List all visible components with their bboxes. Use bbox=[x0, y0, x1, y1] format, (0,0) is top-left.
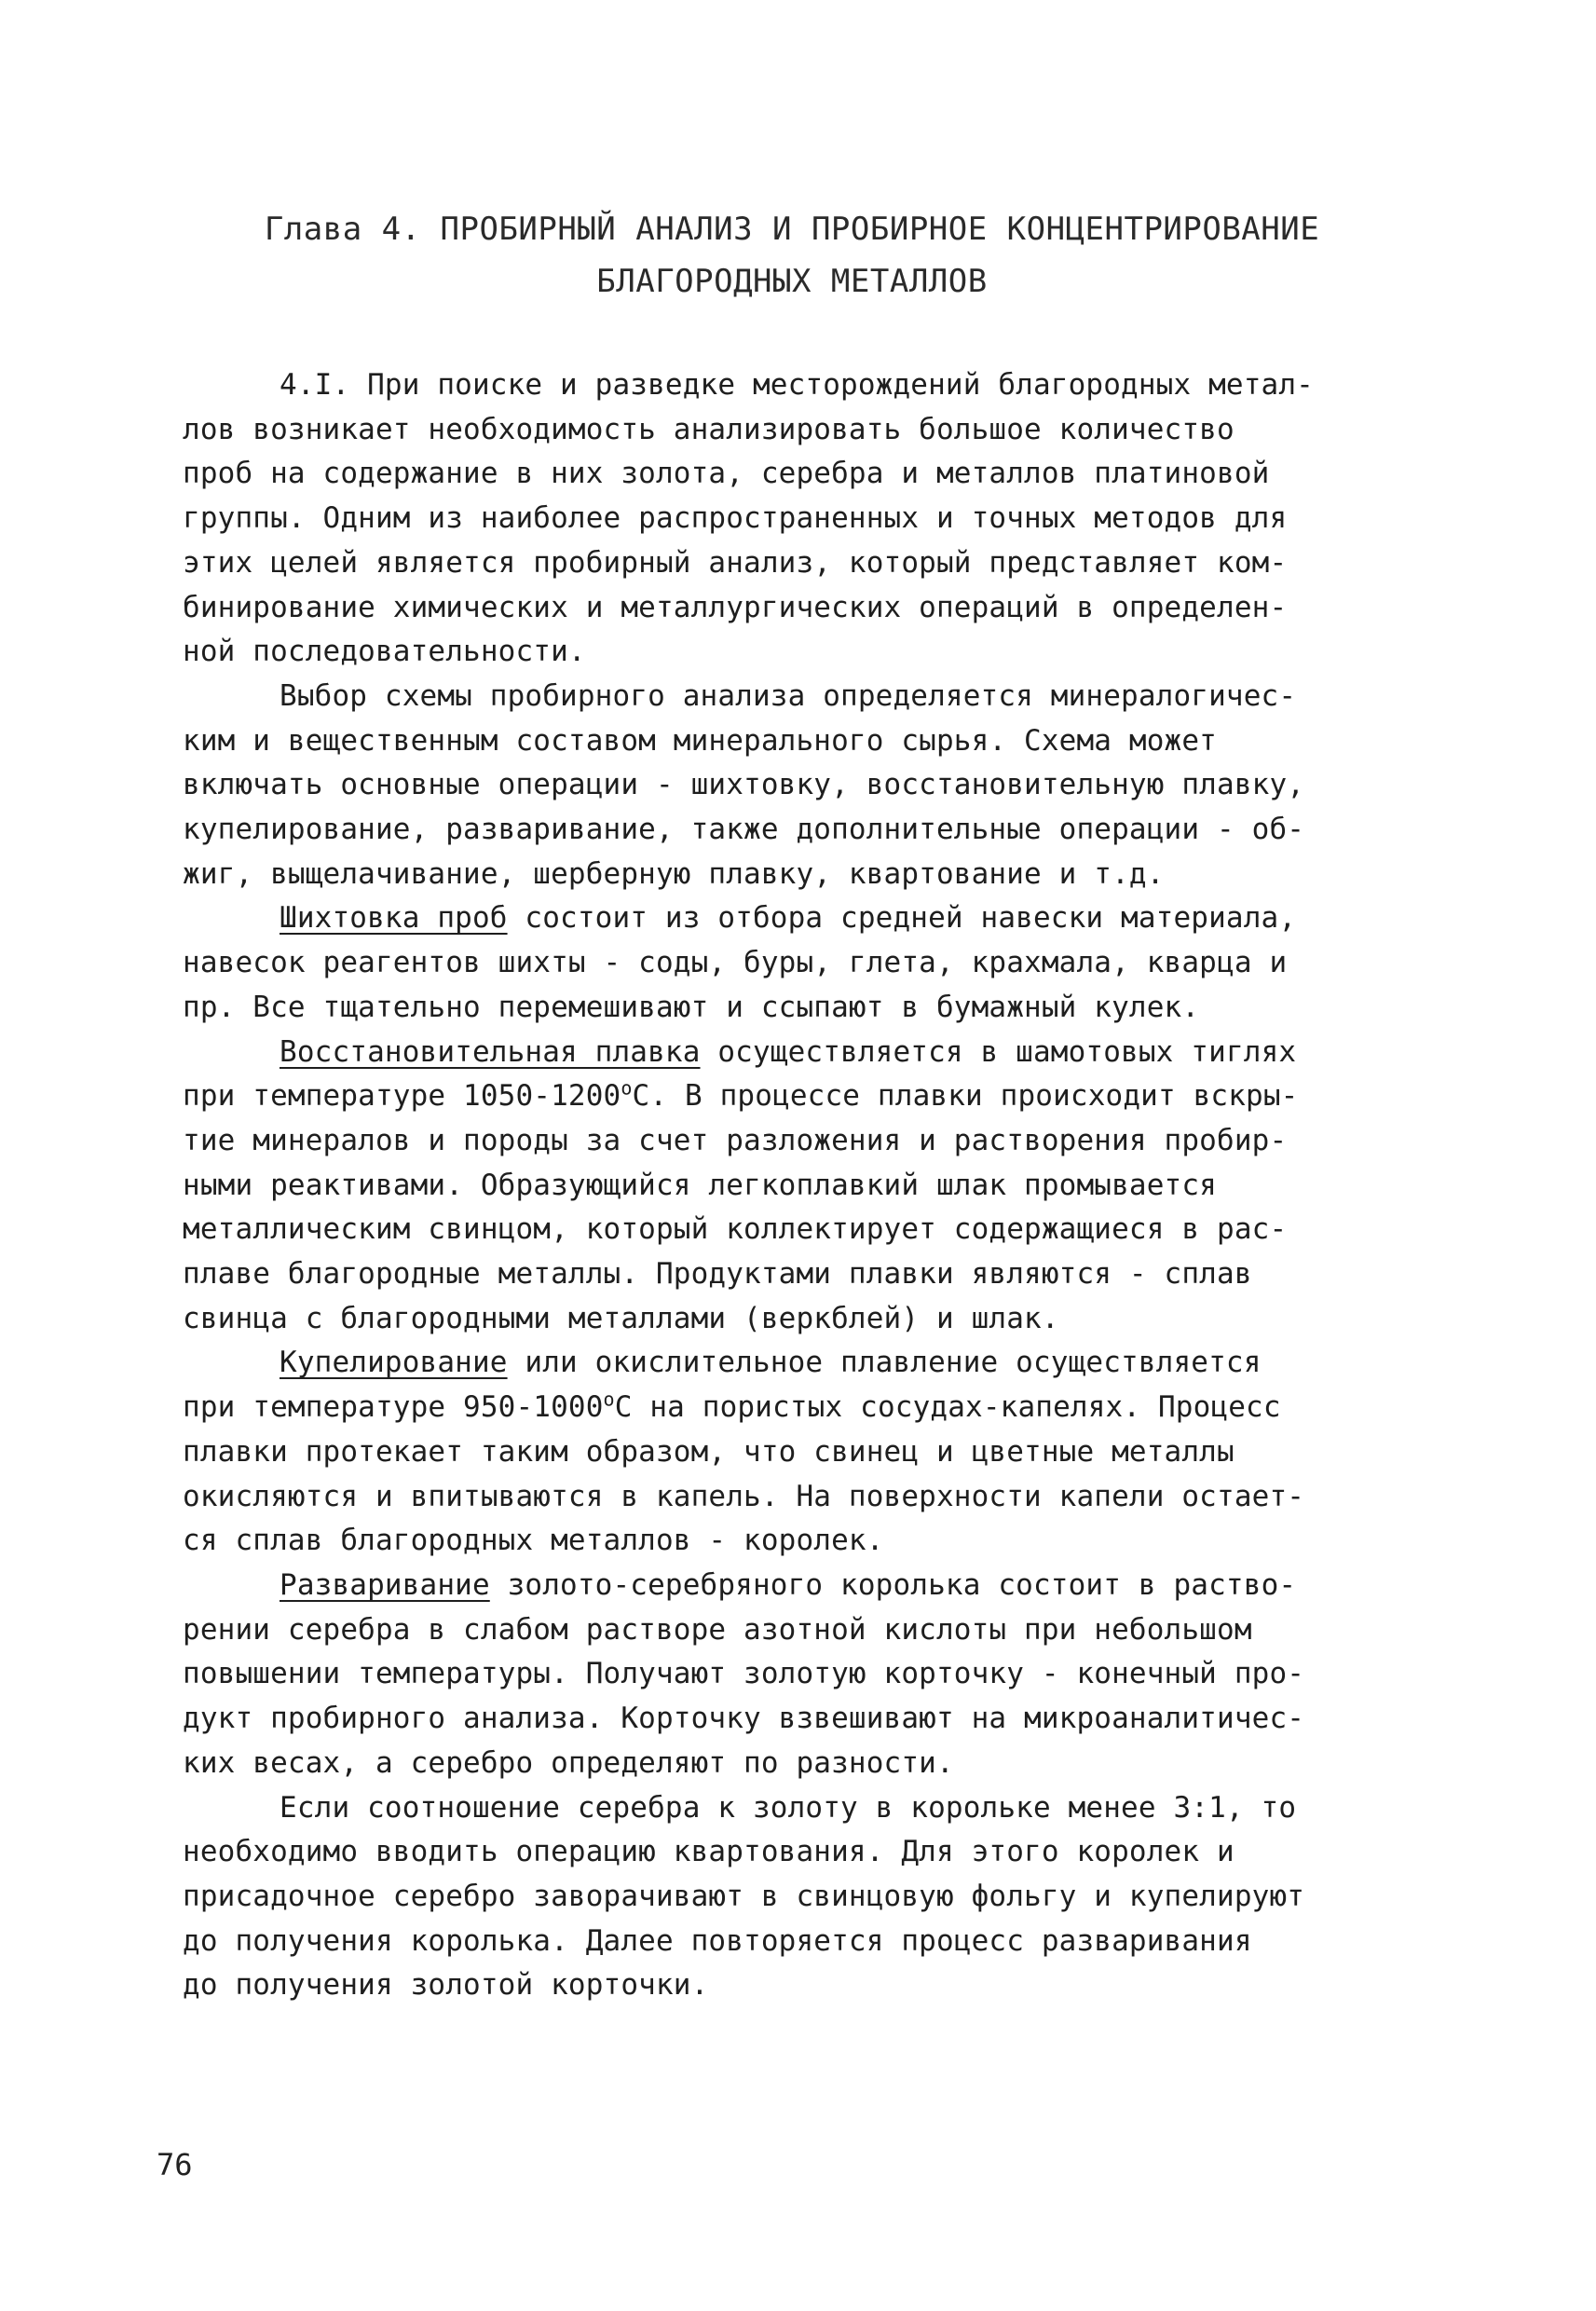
paragraph-quartation bbox=[183, 1786, 1422, 2009]
text-line: свинца с благородными металлами (веркблей) и шлак. bbox=[183, 1301, 1059, 1335]
text-line: металлическим свинцом, который коллектирует содержащиеся в рас- bbox=[183, 1212, 1288, 1247]
text-line: жиг, выщелачивание, шерберную плавку, квартование и т.д. bbox=[183, 856, 1165, 891]
paragraph-intro bbox=[183, 363, 1422, 675]
text-line: присадочное серебро заворачивают в свинцовую фольгу и купелируют bbox=[183, 1879, 1305, 1913]
text-line: Если соотношение серебра к золоту в корольке менее 3:1, то bbox=[280, 1790, 1297, 1825]
text-line: плаве благородные металлы. Продуктами плавки являются - сплав bbox=[183, 1257, 1252, 1292]
text-line: до получения золотой корточки. bbox=[183, 1968, 709, 2003]
text-line bbox=[183, 896, 1422, 941]
text-line: ким и вещественным составом минерального сырья. Схема может bbox=[183, 723, 1218, 758]
term-underlined: Шихтовка проб bbox=[280, 901, 508, 936]
paragraph-parting bbox=[183, 1564, 1422, 1786]
text-line: 4.I. При поиске и разведке месторождений благородных метал- bbox=[280, 368, 1315, 402]
chapter-title-line-2: БЛАГОРОДНЫХ МЕТАЛЛОВ bbox=[596, 263, 988, 300]
text-line: тие минералов и породы за счет разложения и растворения пробир- bbox=[183, 1123, 1288, 1157]
text-run: состоит из отбора средней навески материала, bbox=[507, 901, 1297, 936]
text-line: повышении температуры. Получают золотую корточку - конечный про- bbox=[183, 1657, 1305, 1691]
text-run: С на пористых сосудах-капелях. Процесс bbox=[614, 1390, 1281, 1425]
chapter-title-line-1: Глава 4. ПРОБИРНЫЙ АНАЛИЗ И ПРОБИРНОЕ КОНЦЕНТРИРОВАНИЕ bbox=[264, 211, 1320, 248]
text-line: дукт пробирного анализа. Корточку взвешивают на микроаналитичес- bbox=[183, 1702, 1305, 1736]
text-run: С. В процессе плавки происходит вскры- bbox=[632, 1079, 1299, 1114]
text-line: лов возникает необходимость анализировать большое количество bbox=[183, 412, 1235, 446]
text-line: группы. Одним из наиболее распространенных и точных методов для bbox=[183, 501, 1288, 536]
text-line bbox=[183, 1564, 1422, 1608]
paragraph-charging bbox=[183, 896, 1422, 1030]
text-line: плавки протекает таким образом, что свинец и цветные металлы bbox=[183, 1434, 1235, 1469]
text-run: при температуре 1050-1200 bbox=[183, 1079, 621, 1114]
text-line: включать основные операции - шихтовку, восстановительную плавку, bbox=[183, 768, 1305, 802]
text-run: золото-серебряного королька состоит в раство- bbox=[489, 1567, 1297, 1602]
text-line: ся сплав благородных металлов - королек. bbox=[183, 1524, 884, 1558]
term-underlined: Разваривание bbox=[280, 1567, 490, 1602]
paragraph-scheme bbox=[183, 675, 1422, 897]
text-line: ной последовательности. bbox=[183, 635, 586, 669]
text-line: купелирование, разваривание, также дополнительные операции - об- bbox=[183, 813, 1305, 847]
text-line: пр. Все тщательно перемешивают и ссыпают в бумажный кулек. bbox=[183, 990, 1200, 1024]
text-line: проб на содержание в них золота, серебра и металлов платиновой bbox=[183, 457, 1270, 491]
text-line bbox=[183, 1341, 1422, 1386]
degree-superscript: o bbox=[621, 1076, 633, 1100]
text-line bbox=[183, 1386, 1422, 1430]
text-line: необходимо вводить операцию квартования. Для этого королек и bbox=[183, 1835, 1235, 1869]
text-line: ными реактивами. Образующийся легкоплавкий шлак промывается bbox=[183, 1168, 1218, 1202]
text-run: при температуре 950-1000 bbox=[183, 1390, 604, 1425]
text-line: окисляются и впитываются в капель. На поверхности капели остает- bbox=[183, 1479, 1305, 1513]
chapter-title bbox=[186, 203, 1398, 308]
paragraph-reduction-smelting bbox=[183, 1031, 1422, 1342]
text-line bbox=[183, 1074, 1422, 1119]
text-line: ких весах, а серебро определяют по разности. bbox=[183, 1745, 954, 1780]
term-underlined: Восстановительная плавка bbox=[280, 1034, 701, 1069]
text-line: этих целей является пробирный анализ, который представляет ком- bbox=[183, 545, 1288, 580]
text-line: до получения королька. Далее повторяется процесс разваривания bbox=[183, 1923, 1252, 1958]
body-text bbox=[183, 363, 1422, 2008]
text-run: или окислительное плавление осуществляется bbox=[507, 1346, 1262, 1380]
text-line bbox=[183, 1031, 1422, 1075]
text-line: рении серебра в слабом растворе азотной кислоты при небольшом bbox=[183, 1612, 1252, 1647]
term-underlined: Купелирование bbox=[280, 1346, 508, 1380]
text-line: бинирование химических и металлургических операций в определен- bbox=[183, 590, 1288, 624]
degree-superscript: o bbox=[603, 1388, 615, 1411]
text-line: Выбор схемы пробирного анализа определяется минералогичес- bbox=[280, 678, 1297, 713]
text-line: навесок реагентов шихты - соды, буры, глета, крахмала, кварца и bbox=[183, 946, 1288, 980]
text-run: осуществляется в шамотовых тиглях bbox=[700, 1034, 1297, 1069]
paragraph-cupellation bbox=[183, 1341, 1422, 1564]
page-number: 76 bbox=[157, 2147, 193, 2182]
